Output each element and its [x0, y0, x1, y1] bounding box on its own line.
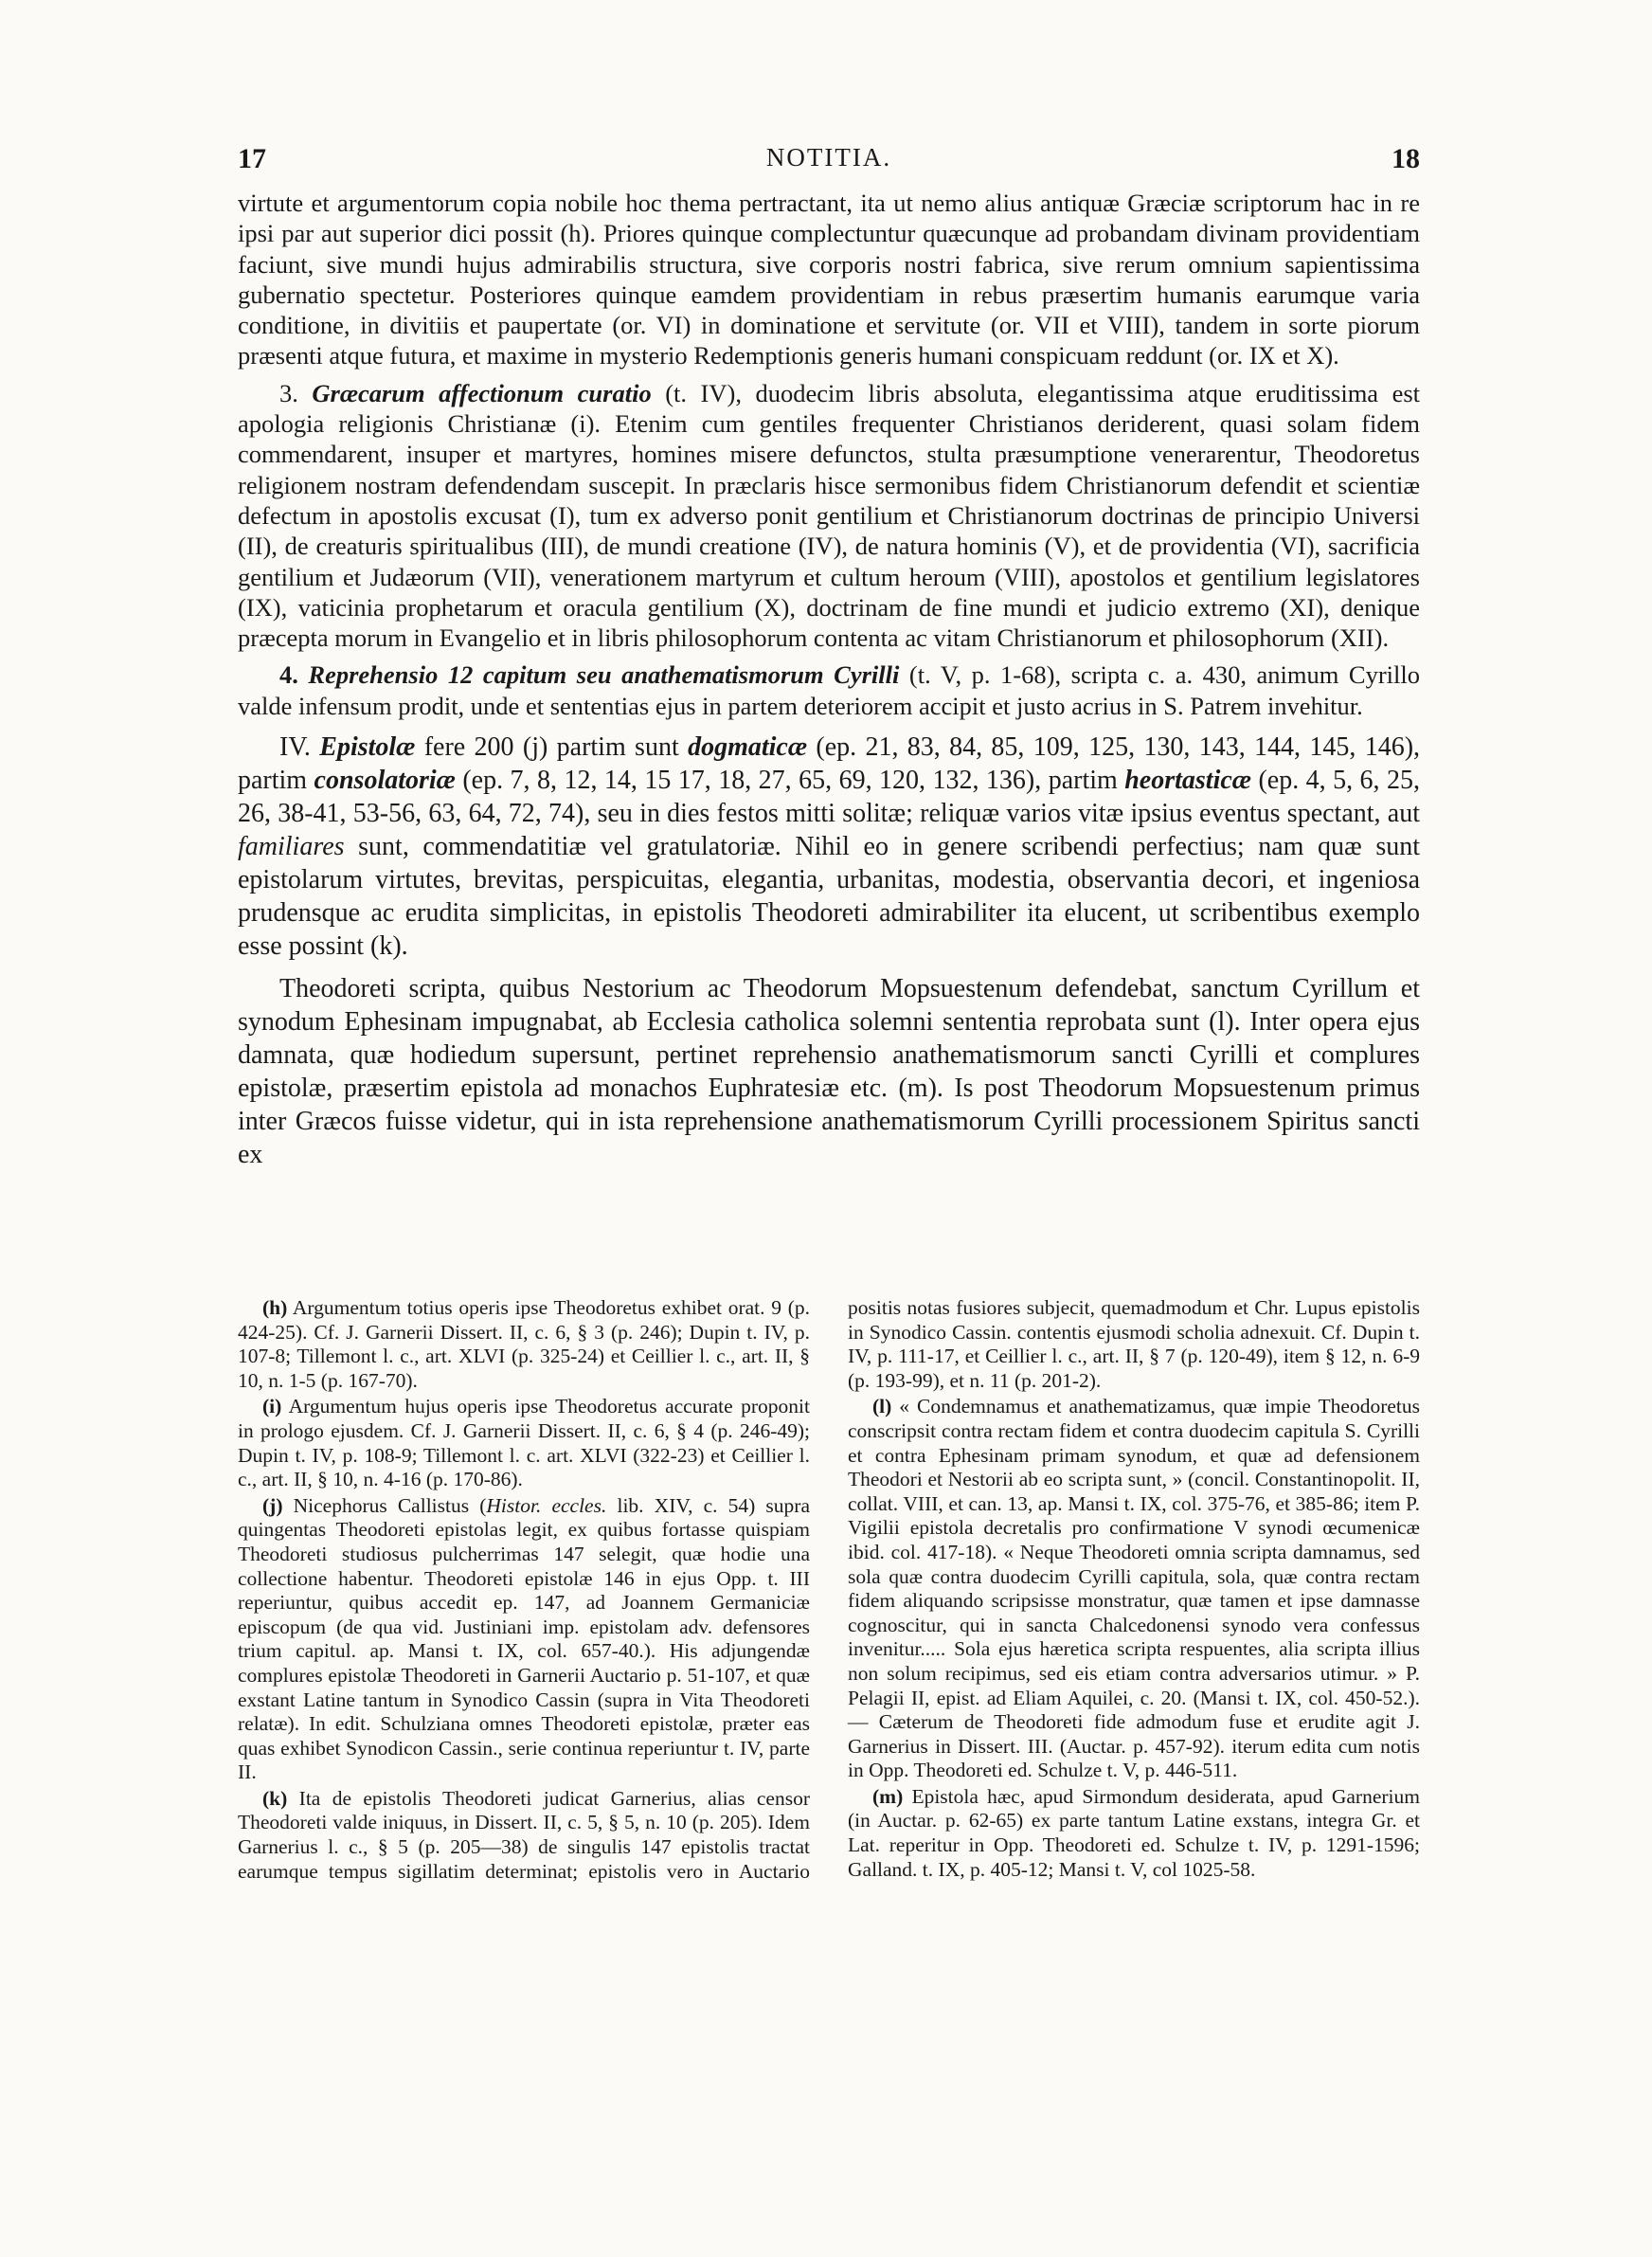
item-number: 4.	[279, 660, 298, 690]
footnote-text: Epistola hæc, apud Sirmondum desiderata, apud Garnerium (in Auctar. p. 62-65) ex parte tantum Latine exstans, integra Gr. et Lat. reperitur in Opp. Theodoreti ed. Schulze t. IV, p. 1291-1596; Galland. t. IX, p. 405-12; Mansi t. V, col 1025-58.	[848, 1784, 1420, 1881]
work-title: Græcarum affectionum curatio	[312, 378, 652, 407]
page-number-right: 18	[1392, 143, 1420, 174]
paragraph-text: (t. IV), duodecim libris absoluta, elegantissima atque eruditissima est apologia religionis Christianæ (i). Etenim cum gentiles frequenter Christianos deriderent, quasi solam fidem commendarent, insuper et martyres, homines misere defunctos, stulta præsumptione venerarentur, Theodoretus religionem nostram defendendam suscepit. In præclaris hisce sermonibus fidem Christianorum defendit et scientiæ defectum in apostolis excusat (I), tum ex adverso ponit gentilium et Christianorum doctrinas de principio Universi (II), de creaturis spiritualibus (III), de mundi creatione (IV), de natura hominis (V), et de providentia (VI), sacrificia gentilium et Judæorum (VII), venerationem martyrum et cultum heroum (VIII), apostolos et gentilium legislatores (IX), vaticinia prophetarum et oracula gentilium (X), doctrinam de fine mundi et judicio extremo (XI), denique præcepta morum in Evangelio et in libris philosophorum contenta ac vitam Christianorum et philosophorum (XII).	[238, 378, 1421, 653]
term-familiares: familiares	[238, 832, 345, 862]
paragraph-epistolae	[238, 731, 1420, 963]
paragraph-condemnation: Theodoreti scripta, quibus Nestorium ac Theodorum Mopsuestenum defendebat, sanctum Cyrillum et synodum Ephesinam impugnabat, ab Ecclesia catholica solemni sententia reprobata sunt (l). Inter opera ejus damnata, quæ hodiedum supersunt, pertinet reprehensio anathematismorum sancti Cyrilli et complures epistolæ, præsertim epistola ad monachos Euphratesiæ etc. (m). Is post Theodorum Mopsuestenum primus inter Græcos fuisse videtur, qui in ista reprehensione anathematismorum Cyrilli processionem Spiritus sancti ex	[238, 974, 1420, 1170]
main-text	[238, 188, 1420, 1178]
footnotes	[238, 1296, 1420, 1884]
paragraph-text: (t. V, p. 1-68), scripta c. a. 430, animum Cyrillo valde infensum prodit, unde et sententias ejus in partem deteriorem accipit et justo acrius in S. Patrem invehitur.	[238, 660, 1420, 720]
footnote-text: Argumentum hujus operis ipse Theodoretus accurate proponit in prologo ejusdem. Cf. J. Garnerii Dissert. II, c. 6, § 4 (p. 246-49); Dupin t. IV, p. 108-9; Tillemont l. c. art. XLVI (322-23) et Ceillier l. c., art. II, § 10, n. 4-16 (p. 170-86).	[238, 1395, 810, 1491]
page-number-left: 17	[238, 143, 266, 174]
footnote-text: lib. XIV, c. 54) supra quingentas Theodoreti epistolas legit, ex quibus fortasse quispiam Theodoreti studiosus pulcherrimas 147 selegit, quæ hodie una collectione habentur. Theodoreti epistolæ 146 in ejus Opp. t. III reperiuntur, quibus accedit ep. 147, ad Joannem Germaniciæ episcopum (de qua vid. Justiniani imp. epistolam adv. defensores trium capitul. ap. Mansi t. IX, col. 657-40.). His adjungendæ complures epistolæ Theodoreti in Garnerii Auctario p. 51-107, et quæ exstant Latine tantum in Synodico Cassin (supra in Vita Theodoreti relatæ). In edit. Schulziana omnes Theodoreti epistolæ, præter eas quas exhibet Synodicon Cassin., serie continua reperiuntur t. IV, parte II.	[238, 1493, 810, 1784]
footnote-h	[238, 1296, 810, 1393]
footnote-text: Argumentum totius operis ipse Theodoretus exhibet orat. 9 (p. 424-25). Cf. J. Garnerii Dissert. II, c. 6, § 3 (p. 246); Dupin t. IV, p. 107-8; Tillemont l. c., art. XLVI (p. 325-24) et Ceillier l. c., art. II, § 10, n. 1-5 (p. 167-70).	[238, 1296, 810, 1392]
paragraph-text: (ep. 4, 5, 6, 25, 26, 38-41, 53-56, 63, 64, 72, 74), seu in dies festos mitti solitæ; reliquæ varios vitæ ipsius eventus spectant, aut	[238, 766, 1421, 829]
footnote-l	[848, 1395, 1420, 1783]
footnote-marker: (j)	[262, 1493, 283, 1517]
section-number: IV.	[279, 732, 311, 763]
paragraph-text: (ep. 21, 83, 84, 85, 109, 125, 130, 143, 144, 145, 146), partim	[238, 732, 1421, 796]
footnote-marker: (h)	[262, 1296, 288, 1319]
footnote-j	[238, 1494, 810, 1785]
term-consolatoriae: consolatoriæ	[314, 766, 456, 796]
term-heortasticae: heortasticæ	[1124, 766, 1252, 796]
paragraph-reprehensio	[238, 659, 1420, 721]
paragraph-curatio	[238, 378, 1420, 654]
work-title: Reprehensio 12 capitum seu anathematismorum Cyrilli	[308, 660, 900, 690]
running-header	[238, 143, 1420, 181]
term-dogmaticae: dogmaticæ	[688, 732, 808, 763]
running-title: NOTITIA.	[765, 143, 892, 172]
paragraph-text: (ep. 7, 8, 12, 14, 15 17, 18, 27, 65, 69, 120, 132, 136), partim	[462, 766, 1118, 796]
footnote-marker: (m)	[872, 1784, 904, 1808]
footnote-text: Ita de epistolis Theodoreti judicat Garnerius, alias censor Theodoreti valde iniquus, in Dissert. II, c. 5, § 5, n. 10 (p. 205). Idem Garnerius l. c., § 5 (p. 205—38) de singulis 147 epistolis tractat earumque tempus sigillatim determinat; epistolis vero in Auctario positis notas fusiores subjecit, quemadmodum et Chr. Lupus epistolis in Synodico Cassin. contentis ejusmodi scholia adnexuit. Cf. Dupin t. IV, p. 111-17, et Ceillier l. c., art. II, § 7 (p. 120-49), item § 12, n. 6-9 (p. 193-99), et n. 11 (p. 201-2).	[238, 1296, 1420, 1883]
footnote-text: « Condemnamus et anathematizamus, quæ impie Theodoretus conscripsit contra rectam fidem et contra duodecim capitula S. Cyrilli et contra Ephesinam primam synodum, et quæ ad defensionem Theodori et Nestorii ab eo scripta sunt, » (concil. Constantinopolit. II, collat. VIII, et can. 13, ap. Mansi t. IX, col. 375-76, et 385-86; item P. Vigilii epistola decretalis pro confirmatione V synodi œcumenicæ ibid. col. 417-18). « Neque Theodoreti omnia scripta damnamus, sed sola quæ contra duodecim Cyrilli capitula, sola, quæ contra rectam fidem aliquando scripsisse monstratur, quæ tamen et ipse damnasse cognoscitur, qui in sancta Chalcedonensi synodo vera confessus invenitur..... Sola ejus hæretica scripta respuentes, alia scripta illius non solum recipimus, sed eis etiam contra adversarios utimur. » P. Pelagii II, epist. ad Eliam Aquilei, c. 20. (Mansi t. IX, col. 450-52.). — Cæterum de Theodoreti fide admodum fuse et erudite agit J. Garnerius in Dissert. III. (Auctar. p. 457-92). iterum edita cum notis in Opp. Theodoreti ed. Schulze t. V, p. 446-511.	[848, 1395, 1420, 1782]
footnote-marker: (i)	[262, 1395, 282, 1418]
footnote-marker: (k)	[262, 1786, 288, 1810]
footnote-m	[848, 1785, 1420, 1882]
paragraph-providence: virtute et argumentorum copia nobile hoc thema pertractant, ita ut nemo alius antiquæ Græciæ scriptorum hac in re ipsi par aut superior dici possit (h). Priores quinque complectuntur quæcunque ad probandam divinam providentiam faciunt, sive mundi hujus admirabilis structura, sive corporis nostri fabrica, sive rerum omnium sapientissima gubernatio spectetur. Posteriores quinque eamdem providentiam in rebus præsertim humanis earumque varia conditione, in divitiis et paupertate (or. VI) in dominatione et servitute (or. VII et VIII), tandem in sorte piorum præsenti atque futura, et maxime in mysterio Redemptionis generis humani conspicuam reddunt (or. IX et X).	[238, 189, 1420, 370]
footnote-citation: Histor. eccles.	[486, 1493, 607, 1517]
paragraph-text: sunt, commendatitiæ vel gratulatoriæ. Nihil eo in genere scribendi perfectius; nam quæ sunt epistolarum virtutes, brevitas, perspicuitas, elegantia, urbanitas, modestia, observantia decori, et ingeniosa prudensque ac erudita simplicitas, in epistolis Theodoreti admirabiliter ita elucent, ut scribentibus exemplo esse possint (k).	[238, 832, 1420, 962]
footnote-text: Nicephorus Callistus (	[293, 1493, 487, 1517]
section-title: Epistolæ	[319, 732, 416, 763]
footnote-marker: (l)	[872, 1395, 892, 1418]
paragraph-text: fere 200 (j) partim sunt	[423, 732, 679, 763]
item-number: 3.	[279, 378, 298, 407]
footnote-i	[238, 1395, 810, 1491]
